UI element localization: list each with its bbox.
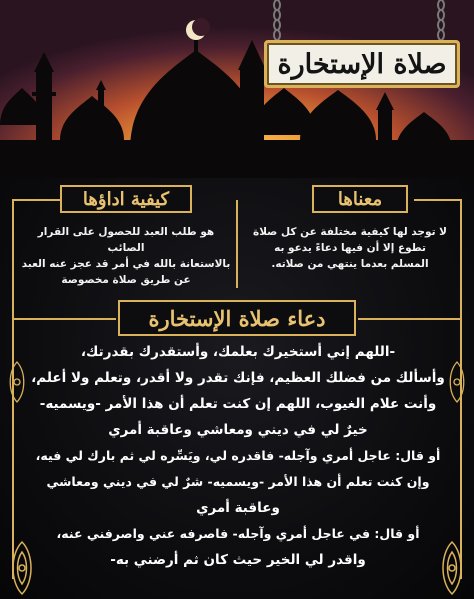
dua-line: وأنت علام الغيوب، اللهم إن كنت تعلم أن هذا الأمر -ويسميه- xyxy=(39,396,437,412)
how-to-heading: كيفية اداؤها xyxy=(82,188,170,210)
how-to-line: عن طريق صلاة مخصوصة xyxy=(61,274,191,286)
chain-icon xyxy=(272,0,282,40)
frame-top-right xyxy=(414,199,462,201)
corner-ornament-icon xyxy=(2,540,42,596)
dua-heading: دعاء صلاة الإستخارة xyxy=(148,305,326,331)
meaning-heading-box xyxy=(312,185,408,213)
dua-line: -اللهم إني أستخيرك بعلمك، وأستقدرك بقدرتك، xyxy=(80,344,396,360)
corner-ornament-icon xyxy=(2,360,32,404)
meaning-text xyxy=(244,224,456,272)
frame-mid-left xyxy=(12,318,116,320)
chain-icon xyxy=(436,0,446,40)
meaning-line: المسلم بعدما ينتهي من صلاته. xyxy=(271,258,429,270)
meaning-line: لا توجد لها كيفية مختلفة عن كل صلاة xyxy=(253,226,447,238)
meaning-line: تطوع إلا أن فيها دعاءً يدعو به xyxy=(274,242,426,254)
corner-ornament-icon xyxy=(442,360,472,404)
dua-line: وأسألك من فضلك العظيم، فإنك تقدر ولا أقدر، وتعلم ولا أعلم، xyxy=(31,370,445,386)
meaning-heading: معناها xyxy=(337,188,383,210)
dua-line: خيرٌ لي في ديني ومعاشي وعاقبة أمري xyxy=(108,422,368,438)
how-to-text xyxy=(20,224,232,288)
page-title: صلاة الإستخارة xyxy=(277,48,447,80)
dua-line: أو قال: عاجل أمري وآجله- فاقدره لي، ويَسِّره لي ثم بارك لي فيه، xyxy=(35,448,441,463)
frame-mid-right xyxy=(358,318,462,320)
how-to-heading-box xyxy=(60,185,192,213)
dua-line: واقدر لي الخير حيث كان ثم أرضني به- xyxy=(110,552,366,568)
corner-ornament-icon xyxy=(432,540,472,596)
sky-background xyxy=(0,0,474,205)
how-to-line: هو طلب العبد للحصول على القرار الصائب xyxy=(37,226,215,254)
dua-heading-box xyxy=(118,300,356,336)
dua-line: وعاقبة أمري xyxy=(196,500,280,516)
dua-line: وإن كنت تعلم أن هذا الأمر -ويسميه- شرٌ لي في ديني ومعاشي xyxy=(46,474,430,489)
how-to-line: بالاستعانة بالله في أمر قد عجز عنه العبد xyxy=(21,258,231,270)
dua-line: أو قال: في عاجل أمري وآجله- فاصرفه عني واصرفني عنه، xyxy=(56,526,420,541)
frame-top-left xyxy=(12,199,60,201)
column-divider xyxy=(236,200,238,288)
title-board xyxy=(264,40,460,88)
